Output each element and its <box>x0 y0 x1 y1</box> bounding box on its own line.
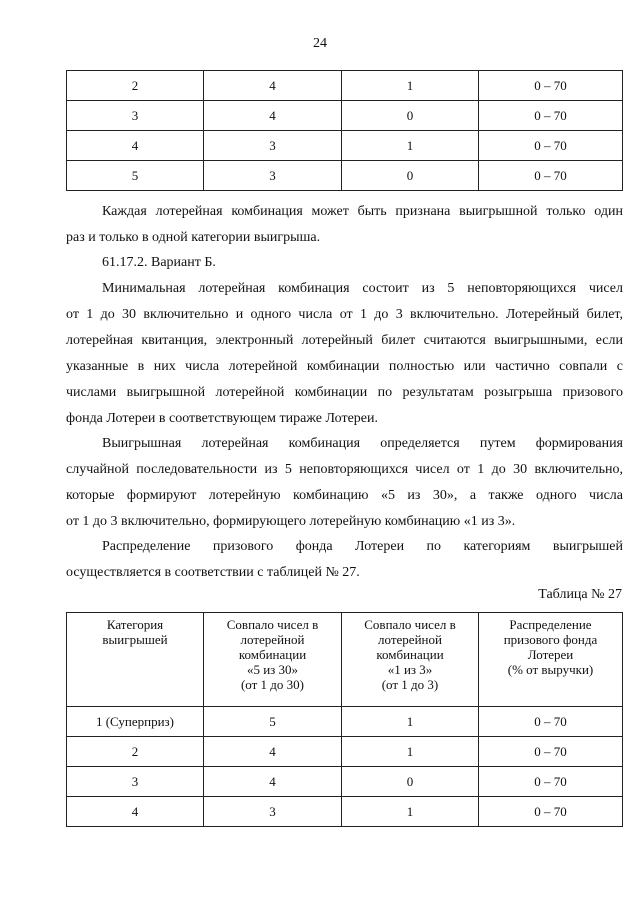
text-line: от 1 до 30 включительно и одного числа от 1 до 3 включительно. Лотерейный билет, <box>66 307 623 322</box>
paragraph-minimal-combination <box>66 276 623 432</box>
header-text: комбинации <box>238 647 307 662</box>
table-row <box>67 161 623 191</box>
header-text: Категория <box>106 617 164 632</box>
table-row <box>67 737 623 767</box>
text-line: Минимальная лотерейная комбинация состоит из 5 неповторяющихся чисел <box>102 281 623 296</box>
text-line: указанные в них числа лотерейной комбинации полностью или частично совпали с <box>66 359 623 374</box>
text-line: Распределение призового фонда Лотереи по категориям выигрышей <box>102 539 623 554</box>
text-line: случайной последовательности из 5 неповторяющихся чисел от 1 до 30 включительно, <box>66 462 623 477</box>
table-row <box>67 71 623 101</box>
table-cell: 3 <box>204 797 342 827</box>
table-cell: 0 <box>342 161 479 191</box>
table-cell: 4 <box>204 737 342 767</box>
header-text: «1 из 3» <box>387 662 433 677</box>
table-cell: 1 <box>342 737 479 767</box>
table-cell: 4 <box>67 131 204 161</box>
table-body <box>67 707 623 827</box>
text-line: раз и только в одной категории выигрыша. <box>66 230 321 245</box>
table-row <box>67 707 623 737</box>
column-header-5-of-30 <box>204 613 342 707</box>
table-cell: 0 – 70 <box>479 101 623 131</box>
text-line: фонда Лотереи в соответствующем тираже Лотереи. <box>66 411 378 426</box>
column-header-distribution <box>479 613 623 707</box>
table-cell: 0 – 70 <box>479 71 623 101</box>
table-cell: 0 – 70 <box>479 797 623 827</box>
table-caption: Таблица № 27 <box>538 587 622 602</box>
header-text: «5 из 30» <box>246 662 299 677</box>
text-line: которые формируют лотерейную комбинацию «5 из 30», а также одного числа <box>66 488 623 503</box>
table-cell: 0 <box>342 767 479 797</box>
prize-table-continued <box>66 70 623 191</box>
table-header-row <box>67 613 623 707</box>
text-line: Выигрышная лотерейная комбинация определяется путем формирования <box>102 436 623 451</box>
header-text: Распределение <box>509 617 592 632</box>
table-row <box>67 131 623 161</box>
table-cell: 3 <box>204 161 342 191</box>
paragraph-prize-distribution <box>66 534 623 586</box>
header-text: (от 1 до 3) <box>381 677 439 692</box>
text-line: Каждая лотерейная комбинация может быть признана выигрышной только один <box>102 204 623 219</box>
table-cell: 0 – 70 <box>479 161 623 191</box>
column-header-category <box>67 613 204 707</box>
paragraph-winning-combination <box>66 431 623 535</box>
table-cell: 1 <box>342 71 479 101</box>
table-row <box>67 101 623 131</box>
prize-distribution-table <box>66 612 623 827</box>
header-text: призового фонда <box>503 632 598 647</box>
table-row <box>67 767 623 797</box>
table-cell: 5 <box>67 161 204 191</box>
table-cell: 3 <box>204 131 342 161</box>
table-cell: 2 <box>67 71 204 101</box>
paragraph-winning-once <box>66 199 623 251</box>
header-text: выигрышей <box>102 632 168 647</box>
table-cell: 4 <box>204 767 342 797</box>
text-line: осуществляется в соответствии с таблицей № 27. <box>66 565 360 580</box>
column-header-1-of-3 <box>342 613 479 707</box>
header-text: (% от выручки) <box>507 662 594 677</box>
table-header <box>67 613 623 707</box>
table-cell: 0 – 70 <box>479 131 623 161</box>
table-row <box>67 797 623 827</box>
table-cell: 4 <box>204 71 342 101</box>
table-cell: 5 <box>204 707 342 737</box>
text-line: 61.17.2. Вариант Б. <box>102 255 216 270</box>
header-text: комбинации <box>376 647 444 662</box>
header-text: лотерейной <box>378 632 442 647</box>
header-text: Лотереи <box>527 647 574 662</box>
table-cell: 4 <box>67 797 204 827</box>
table-cell: 1 (Суперприз) <box>67 707 204 737</box>
table-cell: 0 – 70 <box>479 767 623 797</box>
table-cell: 4 <box>204 101 342 131</box>
header-text: (от 1 до 30) <box>240 677 305 692</box>
table-cell: 1 <box>342 707 479 737</box>
header-text: лотерейной <box>240 632 305 647</box>
table-cell: 0 – 70 <box>479 707 623 737</box>
table-cell: 0 <box>342 101 479 131</box>
table-cell: 0 – 70 <box>479 737 623 767</box>
table-cell: 1 <box>342 797 479 827</box>
table-cell: 1 <box>342 131 479 161</box>
text-line: от 1 до 3 включительно, формирующего лотерейную комбинацию «1 из 3». <box>66 514 516 529</box>
text-line: числами выигрышной лотерейной комбинации по результатам розыгрыша призового <box>66 385 623 400</box>
table-cell: 2 <box>67 737 204 767</box>
text-line: лотерейная квитанция, электронный лотерейный билет считаются выигрышными, если <box>66 333 623 348</box>
table-cell: 3 <box>67 101 204 131</box>
table-cell: 3 <box>67 767 204 797</box>
header-text: Совпало чисел в <box>364 617 456 632</box>
section-heading-variant-b <box>66 250 623 276</box>
table-body <box>67 71 623 191</box>
header-text: Совпало чисел в <box>226 617 319 632</box>
page-number: 24 <box>313 36 327 51</box>
